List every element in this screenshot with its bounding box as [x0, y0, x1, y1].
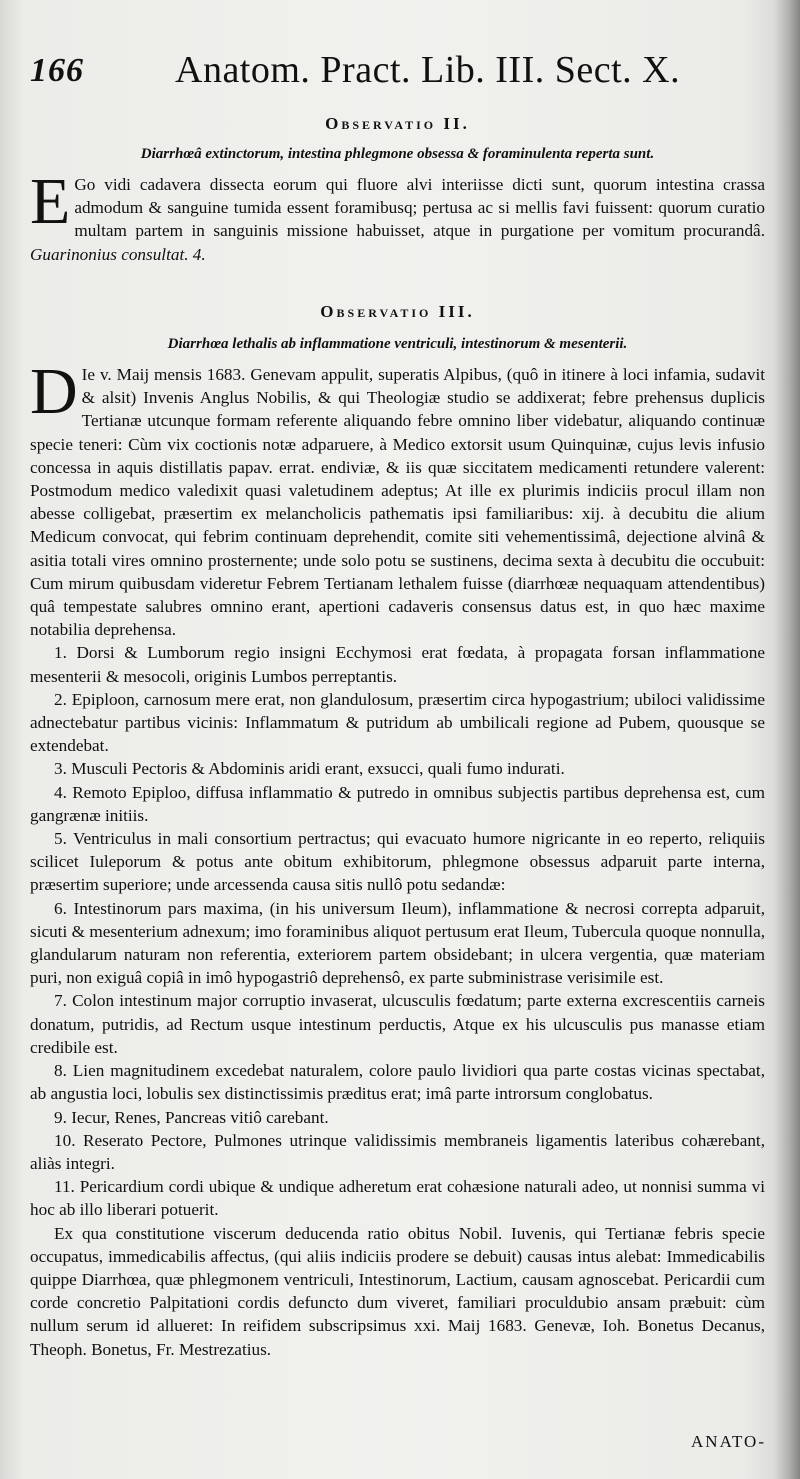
observation-2-source: Guarinonius consultat. 4.	[30, 244, 206, 264]
dropcap-d: D	[30, 355, 78, 428]
finding-item: 6. Intestinorum pars maxima, (in his universum Ileum), inflammatione & necrosi correpta adparuit, sicuti & mesenterium adnexum; imo foraminibus aliquot pertusum erat Ileum, Tubercula quoque nonnulla, glandularum naturam non referentia, exteriorem partem obsidebant; in ulcera vergentia, quæ materiam puri, non exiguâ copiâ in imô hypogastriô deprehensô, ex parte subministrase verisimile est.	[30, 898, 765, 988]
finding-item: 2. Epiploon, carnosum mere erat, non glandulosum, præsertim circa hypogastrium; ubiloci validissime adnectebatur partibus vicinis: Inflammatum & putridum ab umbilicali regione ad Pubem, quousque se extendebat.	[30, 689, 765, 756]
observation-3-subtitle: Diarrhœa lethalis ab inflammatione ventriculi, intestinorum & mesenterii.	[167, 336, 628, 352]
page-gutter-shadow	[774, 0, 800, 1479]
observation-3-title: Observatio III.	[320, 302, 475, 321]
finding-item: 11. Pericardium cordi ubique & undique adheretum erat cohæsione naturali adeo, ut nonnisi summa vi hoc ab illo liberari potuerit.	[30, 1177, 765, 1220]
finding-item: 10. Reserato Pectore, Pulmones utrinque validissimis membraneis ligamentis lateribus cohærebant, aliàs integri.	[30, 1130, 765, 1173]
conclusion-paragraph: Ex qua constitutione viscerum deducenda ratio obitus Nobil. Iuvenis, qui Tertianæ febris specie occupatus, immedicabilis affectus, (qui aliis indiciis prodere se debuit) causas intus alebat: Immedicabilis quippe Diarrhœa, quæ phlegmonem ventriculi, Intestinorum, Lactium, causam agnoscebat. Pericardii cum corde concretio Palpitationi cordis defuncto dum viveret, familiari proculdubio ansam præbuit: cùm nullum serum id allueret: In reifidem subscripsimus xxi. Maij 1683. Genevæ, Ioh. Bonetus Decanus, Theoph. Bonetus, Fr. Mestrezatius.	[30, 1223, 765, 1359]
finding-item: 9. Iecur, Renes, Pancreas vitiô carebant.	[54, 1107, 329, 1127]
observation-2	[30, 114, 765, 266]
observation-2-body: Go vidi cadavera dissecta eorum qui fluore alvi interiisse dicti sunt, quorum intestina crassa admodum & sanguine tumida essent foramibusq; pertusa ac si mellis favi fuissent: quorum curatio multam partem in sanguinis missione habuisset, atque in purgatione per vomitum procurandâ.	[74, 175, 765, 241]
dropcap-e: E	[30, 165, 71, 238]
observation-3	[30, 302, 765, 1361]
observation-2-text	[30, 165, 765, 266]
observation-3-text	[30, 355, 765, 641]
page-number: 166	[30, 52, 84, 89]
observation-2-title: Observatio II.	[325, 114, 470, 133]
finding-item: 8. Lien magnitudinem excedebat naturalem, colore paulo lividiori qua parte costas vicinas spectabat, ab angustia loci, lobulis sex distinctissimis præditus erat; imâ parte introrsum conglobatus.	[30, 1061, 765, 1104]
running-title: Anatom. Pract. Lib. III. Sect. X.	[175, 49, 681, 91]
finding-item: 5. Ventriculus in mali consortium pertractus; qui evacuato humore nigricante in eo reperto, reliquiis scilicet Iuleporum & potus ante obitum exhibitorum, phlegmone obsessus adparuit parte interna, præsertim superiore; unde arcessenda causa sitis nullô potu sedandæ:	[30, 829, 765, 895]
finding-item: 1. Dorsi & Lumborum regio insigni Ecchymosi erat fœdata, à propagata forsan inflammatione mesenterii & mesocoli, originis Lumbos perreptantis.	[30, 643, 765, 686]
page-header	[30, 48, 770, 98]
finding-item: 4. Remoto Epiploo, diffusa inflammatio & putredo in omnibus subjectis partibus deprehensa est, cum gangrænæ initiis.	[30, 782, 765, 825]
observation-3-body: Ie v. Maij mensis 1683. Genevam appulit, superatis Alpibus, (quô in itinere à loci infamia, sudavit & alsit) Invenis Anglus Nobilis, & qui Theologiæ studio se addixerat; febre prehensus duplicis Tertianæ utcunque formam referente aliquando febre omnino liber videbatur, aliquando continuæ specie teneri: Cùm vix coctionis notæ adparuere, à Medico extorsit usum Quinquinæ, cujus levis infusio concessa in aquis distillatis papav. errat. endiviæ, & iis quæ siccitatem medicamenti retundere valerent: Postmodum medico valedixit quasi valetudinem adeptus; At ille ex plurimis indiciis procul illam non abesse colligebat, præsertim ex melancholicis pathematis ipsi familiaribus: xij. à decubitu die alium Medicum convocat, qui febrim continuam deprehendit, comite siti vehementissimâ, dejectione alvinâ & asitia totali vires omnino prosternente; unde solo potu se sustinens, decima sexta à decubitu die occubuit: Cum mirum quibusdam videretur Febrem Tertianam lethalem fuisse (diarrhœæ nequaquam attendentibus) quâ tempestate salubres omnino erant, apertioni cadaveris consensus datus est, in quo hæc maxime notabilia deprehensa.	[30, 365, 765, 640]
autopsy-findings-list	[30, 641, 765, 1360]
finding-item: 3. Musculi Pectoris & Abdominis aridi erant, exsucci, quali fumo indurati.	[54, 759, 565, 779]
observation-2-subtitle: Diarrhœâ extinctorum, intestina phlegmone obsessa & foraminulenta reperta sunt.	[140, 146, 655, 162]
finding-item: 7. Colon intestinum major corruptio invaserat, ulcusculis fœdatum; parte externa excrescentiis carneis donatum, putridis, ad Rectum usque intestinum perductis, Atque ex his ulcusculis pus manasse etiam credibile est.	[30, 991, 765, 1057]
catchword: ANATO-	[691, 1432, 766, 1451]
